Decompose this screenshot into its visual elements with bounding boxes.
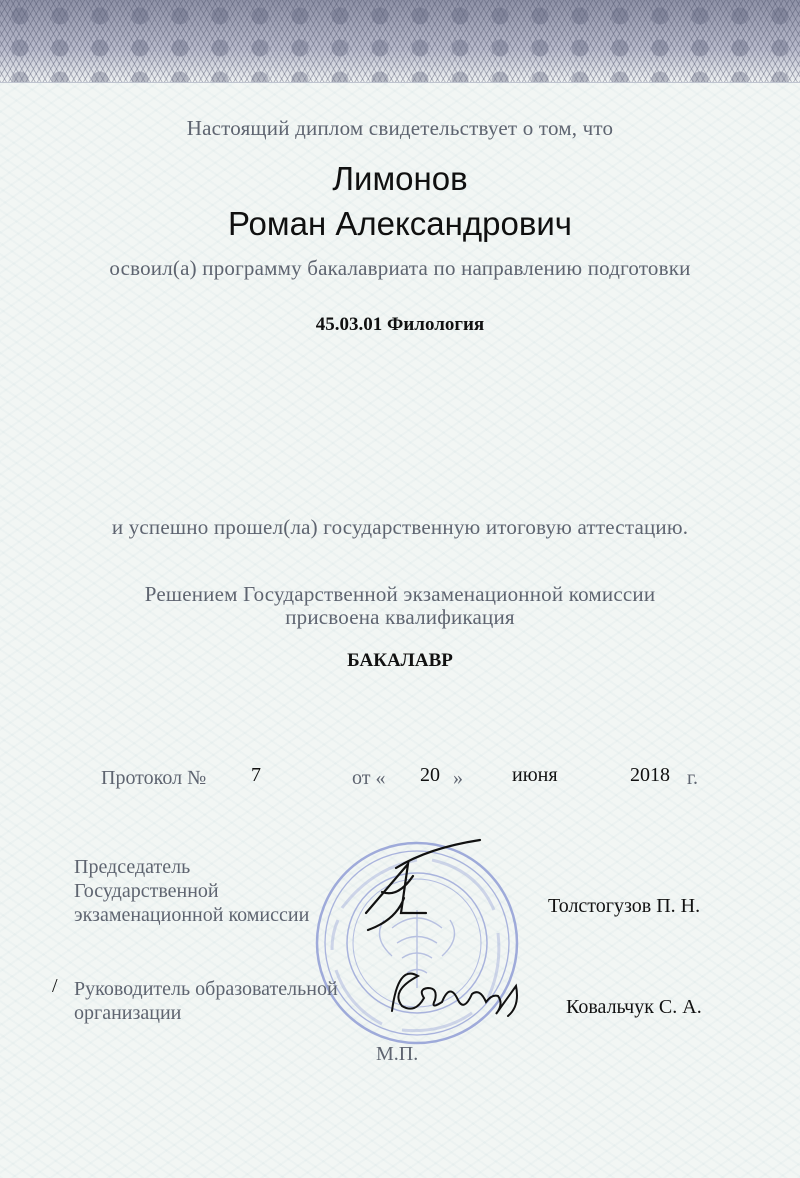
protocol-number: 7	[251, 764, 261, 786]
chair-label-line-3: экзаменационной комиссии	[74, 904, 310, 926]
head-name: Ковальчук С. А.	[566, 996, 702, 1018]
guilloche-border	[0, 0, 800, 83]
program-line: освоил(а) программу бакалавриата по направлению подготовки	[109, 256, 691, 280]
protocol-year-suffix: г.	[687, 767, 698, 789]
chair-signature	[338, 828, 498, 938]
program-name: 45.03.01 Филология	[315, 314, 485, 335]
intro-text: Настоящий диплом свидетельствует о том, что	[186, 116, 614, 140]
qualification: БАКАЛАВР	[347, 650, 453, 671]
protocol-month: июня	[512, 764, 558, 786]
seal-label: М.П.	[376, 1043, 419, 1065]
chair-name: Толстогузов П. Н.	[548, 895, 701, 917]
protocol-day: 20	[420, 764, 440, 786]
decision-line-2: присвоена квалификация	[285, 605, 515, 629]
head-label-line-2: организации	[74, 1002, 182, 1024]
graduate-surname: Лимонов	[332, 160, 468, 197]
protocol-from-label: от «	[352, 767, 386, 789]
head-signature	[380, 956, 530, 1026]
attestation-line: и успешно прошел(ла) государственную итоговую аттестацию.	[111, 515, 689, 539]
graduate-given-names: Роман Александрович	[228, 205, 572, 242]
protocol-label: Протокол №	[101, 767, 207, 789]
decision-line-1: Решением Государственной экзаменационной комиссии	[144, 582, 656, 606]
head-mark: /	[52, 975, 58, 997]
head-label-line-1: Руководитель образовательной	[74, 978, 338, 1000]
protocol-year: 2018	[630, 764, 670, 786]
chair-label-line-2: Государственной	[74, 880, 219, 902]
chair-label-line-1: Председатель	[74, 856, 191, 878]
protocol-close-quote: »	[453, 767, 463, 789]
